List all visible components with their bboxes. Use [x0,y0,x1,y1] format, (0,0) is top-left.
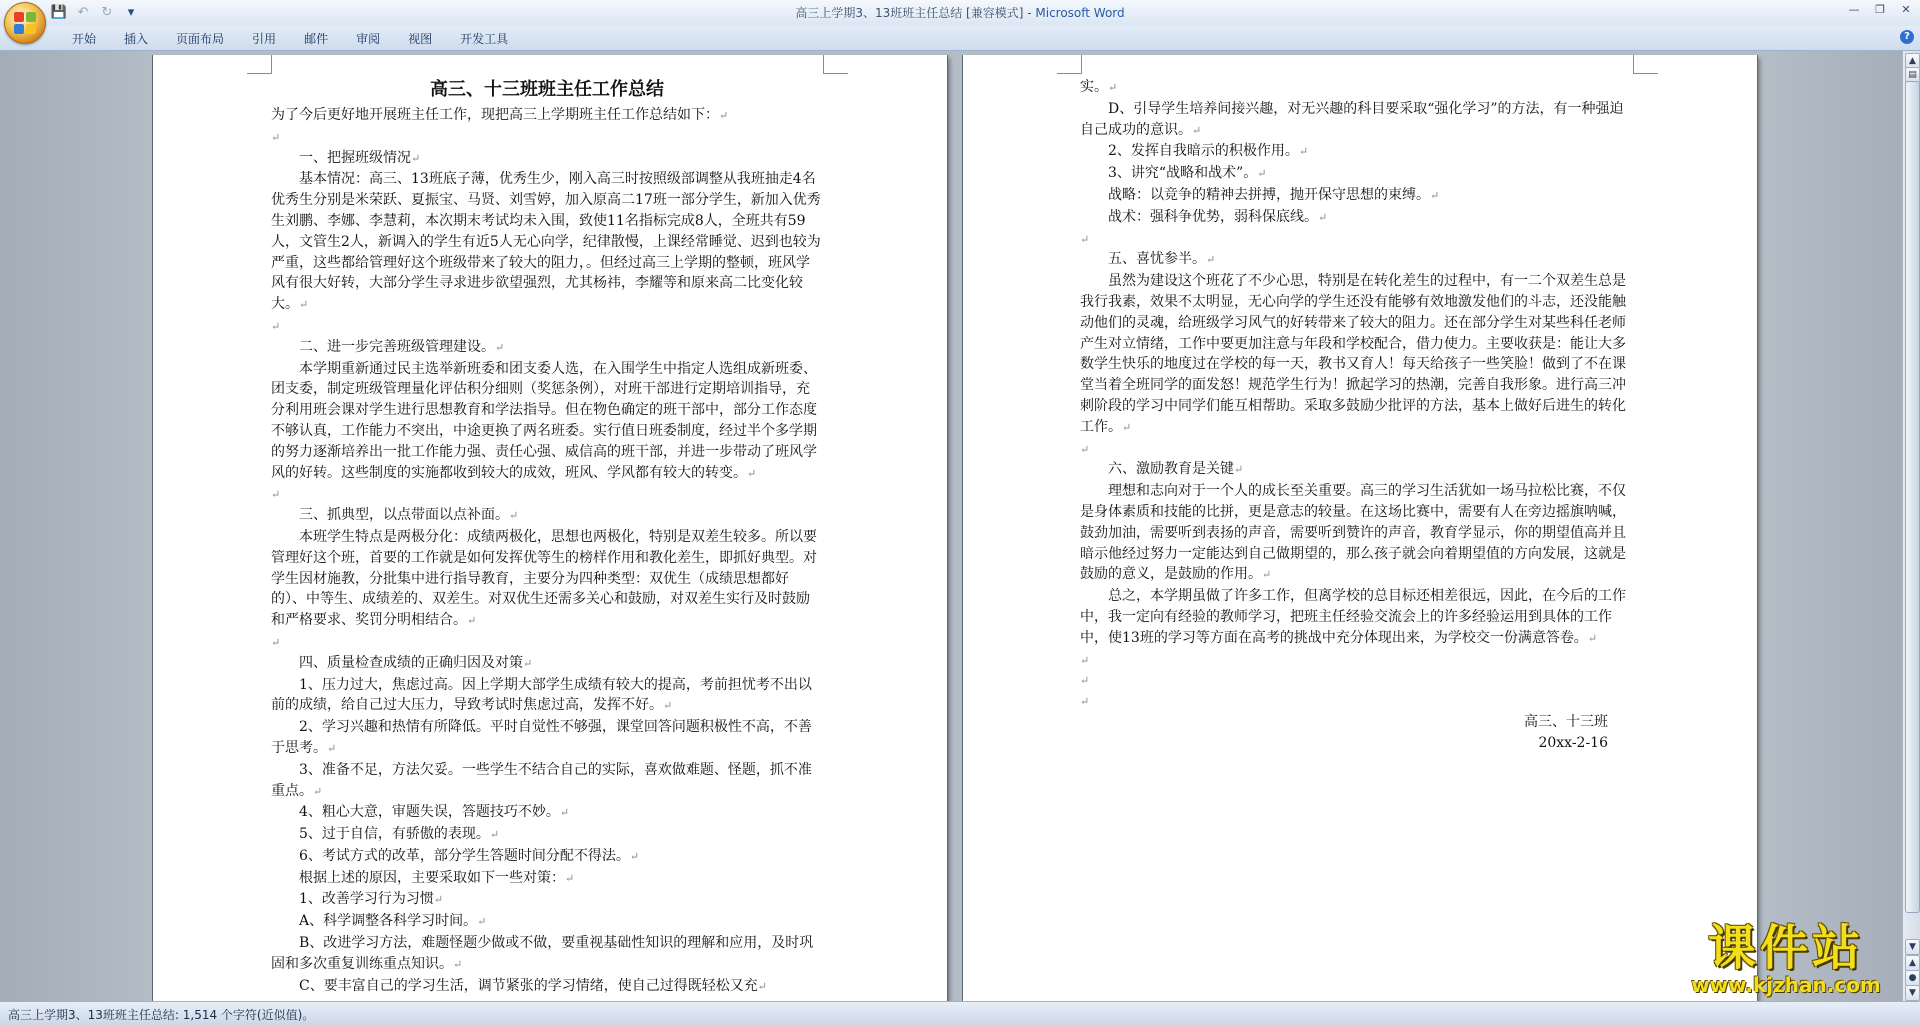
office-logo-icon [14,12,36,34]
paragraph [271,169,823,316]
paragraph [271,846,823,868]
redo-icon[interactable]: ↻ [101,5,113,20]
paragraph [271,148,823,170]
margin-corner-mark [823,55,848,74]
document-workspace[interactable] [0,51,1920,1001]
empty-paragraph [1080,439,1632,460]
paragraph [271,760,823,803]
paragraph-mark-icon: ↵ [1192,123,1202,137]
paragraph [271,802,823,824]
paragraph [1080,459,1632,481]
tab-page-layout[interactable]: 页面布局 [176,32,225,46]
scroll-down-icon[interactable]: ▼ [1905,939,1920,955]
paragraph-text: 总之，本学期虽做了许多工作，但离学校的总目标还相差很远，因此，在今后的工作中，我一定向有经验的教师学习，把班主任经验交流会上的许多经验运用到具体的工作中，使13班的学习等方面在高考的挑战中充分体现出来，为学校交一份满意答卷。 [1080,588,1626,646]
paragraph [271,933,823,976]
paragraph-text: 3、准备不足，方法欠妥。一些学生不结合自己的实际，喜欢做难题、怪题，抓不准重点。 [271,761,812,799]
paragraph-text: D、引导学生培养间接兴趣，对无兴趣的科目要采取“强化学习”的方法，有一种强迫自己成功的意识。 [1080,100,1624,138]
paragraph-mark-icon: ↵ [1318,210,1328,224]
paragraph [1080,586,1632,649]
window-title [0,4,1920,21]
paragraph-text: 理想和志向对于一个人的成长至关重要。高三的学习生活犹如一场马拉松比赛，不仅是身体素质和技能的比拼，更是意志的较量。在这场比赛中，需要有人在旁边摇旗呐喊，鼓劲加油，需要听到表扬的声音，需要听到赞许的声音，教育学显示，你的期望值高并且暗示他经过努力一定能达到自己做期望的，那么孩子就会向着期望值的方向发展，这就是鼓励的意义，是鼓励的作用。 [1080,483,1626,583]
paragraph [271,868,823,890]
paragraph-text: 二、进一步完善班级管理建设。 [299,338,495,355]
paragraph-mark-icon: ↵ [453,957,463,971]
paragraph [1080,481,1632,586]
document-title: 高三、十三班班主任工作总结 [430,79,664,100]
left-page-body[interactable] [271,77,823,997]
paragraph-mark-icon: ↵ [271,130,281,144]
tab-references[interactable]: 引用 [252,32,277,46]
paragraph-mark-icon: ↵ [1108,81,1118,94]
paragraph-text: 本班学生特点是两极分化：成绩两极化，思想也两极化，特别是双差生较多。所以要管理好这个班，首要的工作就是如何发挥优等生的榜样作用和教化差生，即抓好典型。对学生因材施教，分批集中进行指导教育，主要分为四种类型：双优生（成绩思想都好的）、中等生、成绩差的、双差生。对双优生还需多关心和鼓励，对双差生实行及时鼓励和严格要求、奖罚分明相结合。 [271,528,817,629]
paragraph-mark-icon: ↵ [271,635,281,649]
paragraph [271,717,823,760]
paragraph-mark-icon: ↵ [313,784,323,798]
vertical-scrollbar[interactable] [1902,51,1920,1001]
paragraph-mark-icon: ↵ [271,319,281,333]
window-title-app: Microsoft Word [1035,6,1125,20]
paragraph [1080,141,1632,163]
document-page-left[interactable] [153,55,947,1001]
paragraph-text: 实。 [1080,79,1108,95]
paragraph [1080,185,1632,207]
empty-paragraph [271,127,823,148]
paragraph-mark-icon: ↵ [1080,442,1090,456]
margin-corner-mark [1633,55,1658,74]
paragraph-mark-icon: ↵ [1298,145,1309,159]
paragraph-mark-icon: ↵ [495,340,505,354]
paragraph-text: 一、把握班级情况 [299,149,411,166]
customize-qat-dropdown-icon[interactable]: ▾ [127,5,135,20]
title-bar [0,0,1920,27]
select-browse-object-icon[interactable]: ● [1905,970,1920,986]
paragraph [1080,249,1632,271]
paragraph-mark-icon: ↵ [299,298,309,312]
window-controls [1846,3,1914,17]
paragraph-mark-icon: ↵ [509,509,519,523]
empty-paragraph [271,316,823,337]
paragraph [1080,163,1632,185]
kjzhan-watermark [1668,922,1904,998]
right-page-body[interactable] [1080,77,1632,754]
previous-page-icon[interactable]: ▲ [1905,955,1920,971]
paragraph-text: 本学期重新通过民主选举新班委和团支委人选，在入围学生中指定人选组成新班委、团支委，制定班级管理量化评估积分细则（奖惩条例），对班干部进行定期培训指导，充分利用班会课对学生进行思想教育和学法指导。但在物色确定的班干部中，部分工作态度不够认真，工作能力不突出，中途更换了两名班委。实行值日班委制度，经过半个多学期的努力逐渐培养出一批工作能力强、责任心强、威信高的班干部，并进一步带动了班风学风的好转。这些制度的实施都收到较大的成效，班风、学风都有较大的转变。 [271,360,817,481]
ruler-toggle-icon[interactable]: ▤ [1905,67,1920,83]
paragraph-mark-icon: ↵ [1080,232,1090,246]
paragraph-mark-icon: ↵ [1262,568,1272,582]
paragraph-text: 4、粗心大意，审题失误，答题技巧不妙。 [299,804,560,821]
next-page-icon[interactable]: ▼ [1905,985,1920,1001]
paragraph [1080,77,1632,99]
paragraph-text: 虽然为建设这个班花了不少心思，特别是在转化差生的过程中，有一二个双差生总是我行我素，效果不太明显，无心向学的学生还没有能够有效地激发他们的斗志，还没能触动他们的灵魂，给班级学习风气的好转带来了较大的阻力。还在部分学生对某些科任老师产生对立情绪，工作中要更加注意与年段和学校配合，借力使力。主要收获是：能让大多数学生快乐的地度过在学校的每一天，教书又育人！每天给孩子一些笑脸！做到了不在课堂当着全班同学的面发怒！规范学生行为！掀起学习的热潮，完善自我形象。进行高三冲刺阶段的学习中同学们能互相帮助。采取多鼓励少批评的方法，基本上做好后进生的转化工作。 [1080,273,1626,435]
paragraph-mark-icon: ↵ [1234,463,1244,477]
paragraph [271,527,823,632]
paragraph [271,105,823,127]
paragraph-mark-icon: ↵ [747,466,757,480]
paragraph-text: A、科学调整各科学习时间。 [299,913,478,930]
paragraph-mark-icon: ↵ [565,871,575,885]
paragraph [271,505,823,527]
paragraph [1080,271,1632,438]
paragraph-text: 根据上述的原因，主要采取如下一些对策： [299,869,565,886]
paragraph-text: 五、喜忧参半。 [1108,251,1206,268]
paragraph [1080,207,1632,229]
paragraph-mark-icon: ↵ [1122,420,1132,434]
paragraph-text: 四、质量检查成绩的正确归因及对策 [299,654,523,671]
status-word-count[interactable]: 高三上学期3、13班班主任总结: 1,514 个字符(近似值)。 [8,1008,315,1022]
paragraph-mark-icon: ↵ [411,151,421,165]
paragraph [271,824,823,846]
tab-view[interactable]: 视图 [408,32,433,46]
paragraph-mark-icon: ↵ [757,979,767,993]
tab-mailings[interactable]: 邮件 [304,32,329,46]
paragraph-mark-icon: ↵ [1080,674,1090,688]
paragraph-text: B、改进学习方法，难题怪题少做或不做，要重视基础性知识的理解和应用，及时巩固和多次重复训练重点知识。 [271,935,814,972]
paragraph [271,889,823,911]
window-title-document: 高三上学期3、13班班主任总结 [兼容模式] - [795,6,1036,20]
minimize-icon[interactable]: — [1848,3,1860,16]
paragraph-mark-icon: ↵ [1587,631,1598,645]
paragraph-text: 6、考试方式的改革，部分学生答题时间分配不得法。 [299,847,630,864]
paragraph-mark-icon: ↵ [663,699,673,713]
document-page-right[interactable] [963,55,1757,1001]
paragraph [271,359,823,485]
paragraph-text: 2、学习兴趣和热情有所降低。平时自觉性不够强，课堂回答问题积极性不高，不善于思考。 [271,719,812,756]
paragraph-mark-icon: ↵ [1257,167,1267,181]
empty-paragraph [1080,650,1632,671]
paragraph-text: 六、激励教育是关键 [1108,461,1234,478]
paragraph-mark-icon: ↵ [327,741,337,755]
tab-insert[interactable]: 插入 [124,32,149,46]
signature-class: 高三、十三班 [1524,713,1608,730]
paragraph-mark-icon: ↵ [489,828,500,842]
empty-paragraph [271,484,823,505]
paragraph-mark-icon: ↵ [559,806,570,820]
margin-corner-mark [247,55,272,74]
paragraph-text: 2、发挥自我暗示的积极作用。 [1108,143,1299,160]
status-bar [0,1001,1920,1026]
tab-home[interactable]: 开始 [72,32,97,46]
paragraph [271,675,823,718]
paragraph-mark-icon: ↵ [467,614,477,628]
ribbon-tab-bar [0,26,1920,51]
paragraph-text: 战略：以竞争的精神去拼搏，抛开保守思想的束缚。 [1108,186,1430,203]
paragraph-mark-icon: ↵ [719,109,729,122]
paragraph-mark-icon: ↵ [1080,653,1090,667]
office-button[interactable] [4,2,46,44]
paragraph-text: C、要丰富自己的学习生活，调节紧张的学习情绪，使自己过得既轻松又充 [299,977,758,994]
watermark-main-text: 课件站 [1707,920,1864,976]
paragraph-mark-icon: ↵ [271,488,281,502]
save-icon[interactable]: 💾 [50,5,68,20]
paragraph [271,337,823,359]
paragraph-mark-icon: ↵ [1430,188,1440,202]
paragraph [271,976,823,998]
paragraph-mark-icon: ↵ [629,849,640,863]
paragraph-text: 三、抓典型，以点带面以点补面。 [299,507,509,524]
paragraph-text: 1、压力过大，焦虑过高。因上学期大部学生成绩有较大的提高，考前担忧考不出以前的成绩，给自己过大压力，导致考试时焦虑过高，发挥不好。 [271,676,812,714]
paragraph-mark-icon: ↵ [433,893,444,907]
scroll-up-icon[interactable]: ▲ [1905,53,1920,69]
tab-review[interactable]: 审阅 [356,32,381,46]
empty-paragraph [1080,670,1632,691]
tab-developer[interactable]: 开发工具 [460,32,509,46]
maximize-icon[interactable]: ❐ [1875,3,1885,16]
paragraph [1080,99,1632,142]
paragraph-text: 为了今后更好地开展班主任工作，现把高三上学期班主任工作总结如下： [271,107,719,123]
paragraph [271,653,823,675]
paragraph-text: 5、过于自信，有骄傲的表现。 [299,826,490,843]
paragraph-text: 战术：强科争优势，弱科保底线。 [1108,208,1318,225]
signature-date: 20xx-2-16 [1538,734,1608,751]
paragraph-text: 基本情况：高三、13班底子薄，优秀生少，刚入高三时按照级部调整从我班抽走4名优秀生分别是米荣跃、夏振宝、马贤、刘雪婷，加入原高二17班一部分学生，新加入优秀生刘鹏、李娜、李慧莉，本次期末考试均未入围，致使11名指标完成8人，全班共有59人，文管生2人，新调入的学生有近5人无心向学，纪律散慢，上课经常睡觉、迟到也较为严重，这些都给管理好这个班级带来了较大的阻力，。但经过高三上学期的整顿，班风学风有很大好转，大部分学生寻求进步欲望强烈，尤其杨祎，李耀等和原来高二比变化较大。 [271,171,821,313]
watermark-url: www.kjzhan.com [1691,973,1881,997]
paragraph-mark-icon: ↵ [1206,253,1216,267]
paragraph-text: 3、讲究“战略和战术”。 [1108,165,1258,182]
paragraph-mark-icon: ↵ [477,915,487,929]
paragraph-mark-icon: ↵ [523,656,533,670]
ribbon-tabs [58,29,522,49]
close-icon[interactable]: ✕ [1901,3,1911,16]
margin-corner-mark [1057,55,1082,74]
empty-paragraph [1080,229,1632,250]
paragraph [271,911,823,933]
undo-icon[interactable]: ↶ [77,5,89,20]
paragraph-mark-icon: ↵ [1080,695,1090,709]
empty-paragraph [271,632,823,653]
empty-paragraph [1080,691,1632,712]
help-icon[interactable]: ? [1900,30,1914,44]
scroll-thumb[interactable] [1905,81,1920,913]
paragraph-text: 1、改善学习行为习惯 [299,891,434,908]
